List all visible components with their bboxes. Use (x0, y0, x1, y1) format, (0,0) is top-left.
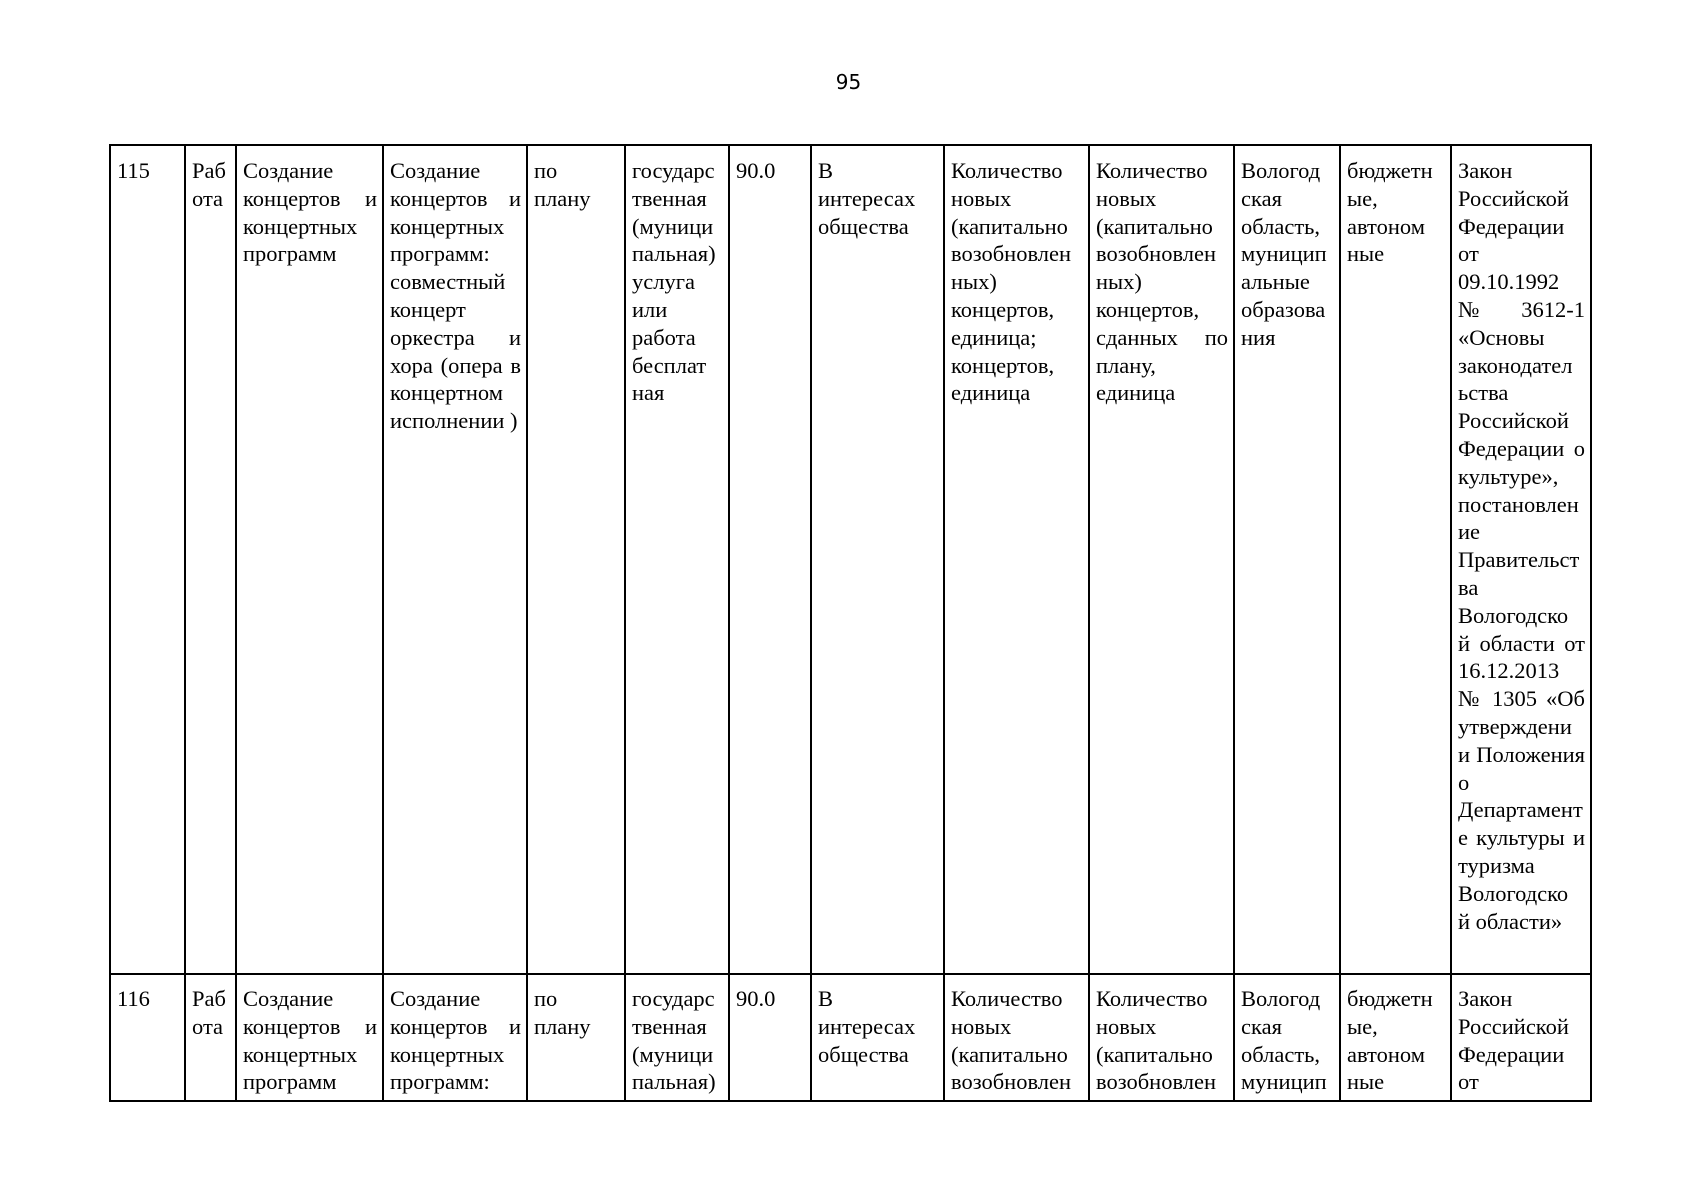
cell-legal-basis: Закон Российской Федерации от 09.10.1992 № 3612-1 «Основы законодател ьства Российской Федерации о культуре», постановлен ие Правительст ва Вологодско й области от 16.12.2013 № 1305 «Об утверждени и Положения о Департамент е культуры и туризма Вологодско й области» (1451, 145, 1591, 974)
cell-content: Создание концертов и концертных программ: совместный концерт оркестра и хора (опера в концертном исполнении ) (383, 145, 527, 974)
cell-volume-indicator: Количество новых (капитально возобновлен (944, 974, 1089, 1101)
cell-name: Создание концертов и концертных программ (236, 145, 383, 974)
cell-name: Создание концертов и концертных программ (236, 974, 383, 1101)
cell-type: Раб ота (185, 974, 236, 1101)
cell-quality-indicator: Количество новых (капитально возобновлен ных) концертов, сданных по плану, единица (1089, 145, 1234, 974)
cell-number: 115 (110, 145, 185, 974)
cell-content: Создание концертов и концертных программ: (383, 974, 527, 1101)
cell-legal-basis: Закон Российской Федерации от (1451, 974, 1591, 1101)
cell-institutions: бюджетн ые, автоном ные (1340, 145, 1451, 974)
cell-consumers: В интересах общества (811, 974, 944, 1101)
cell-quality-indicator: Количество новых (капитально возобновлен (1089, 974, 1234, 1101)
cell-condition: по плану (527, 145, 625, 974)
cell-volume-indicator: Количество новых (капитально возобновлен ных) концертов, единица; концертов, единица (944, 145, 1089, 974)
cell-founder: Вологод ская область, муницип (1234, 974, 1340, 1101)
cell-code: 90.0 (729, 974, 811, 1101)
table-row (110, 145, 1591, 974)
cell-consumers: В интересах общества (811, 145, 944, 974)
cell-type: Раб ота (185, 145, 236, 974)
cell-condition: по плану (527, 974, 625, 1101)
services-table (109, 144, 1592, 1102)
cell-founder: Вологод ская область, муницип альные образова ния (1234, 145, 1340, 974)
cell-institutions: бюджетн ые, автоном ные (1340, 974, 1451, 1101)
table-row (110, 974, 1591, 1101)
page-number: 95 (835, 70, 862, 94)
cell-code: 90.0 (729, 145, 811, 974)
cell-kind: государс твенная (муници пальная) (625, 974, 729, 1101)
cell-number: 116 (110, 974, 185, 1101)
cell-kind: государс твенная (муници пальная) услуга или работа бесплат ная (625, 145, 729, 974)
